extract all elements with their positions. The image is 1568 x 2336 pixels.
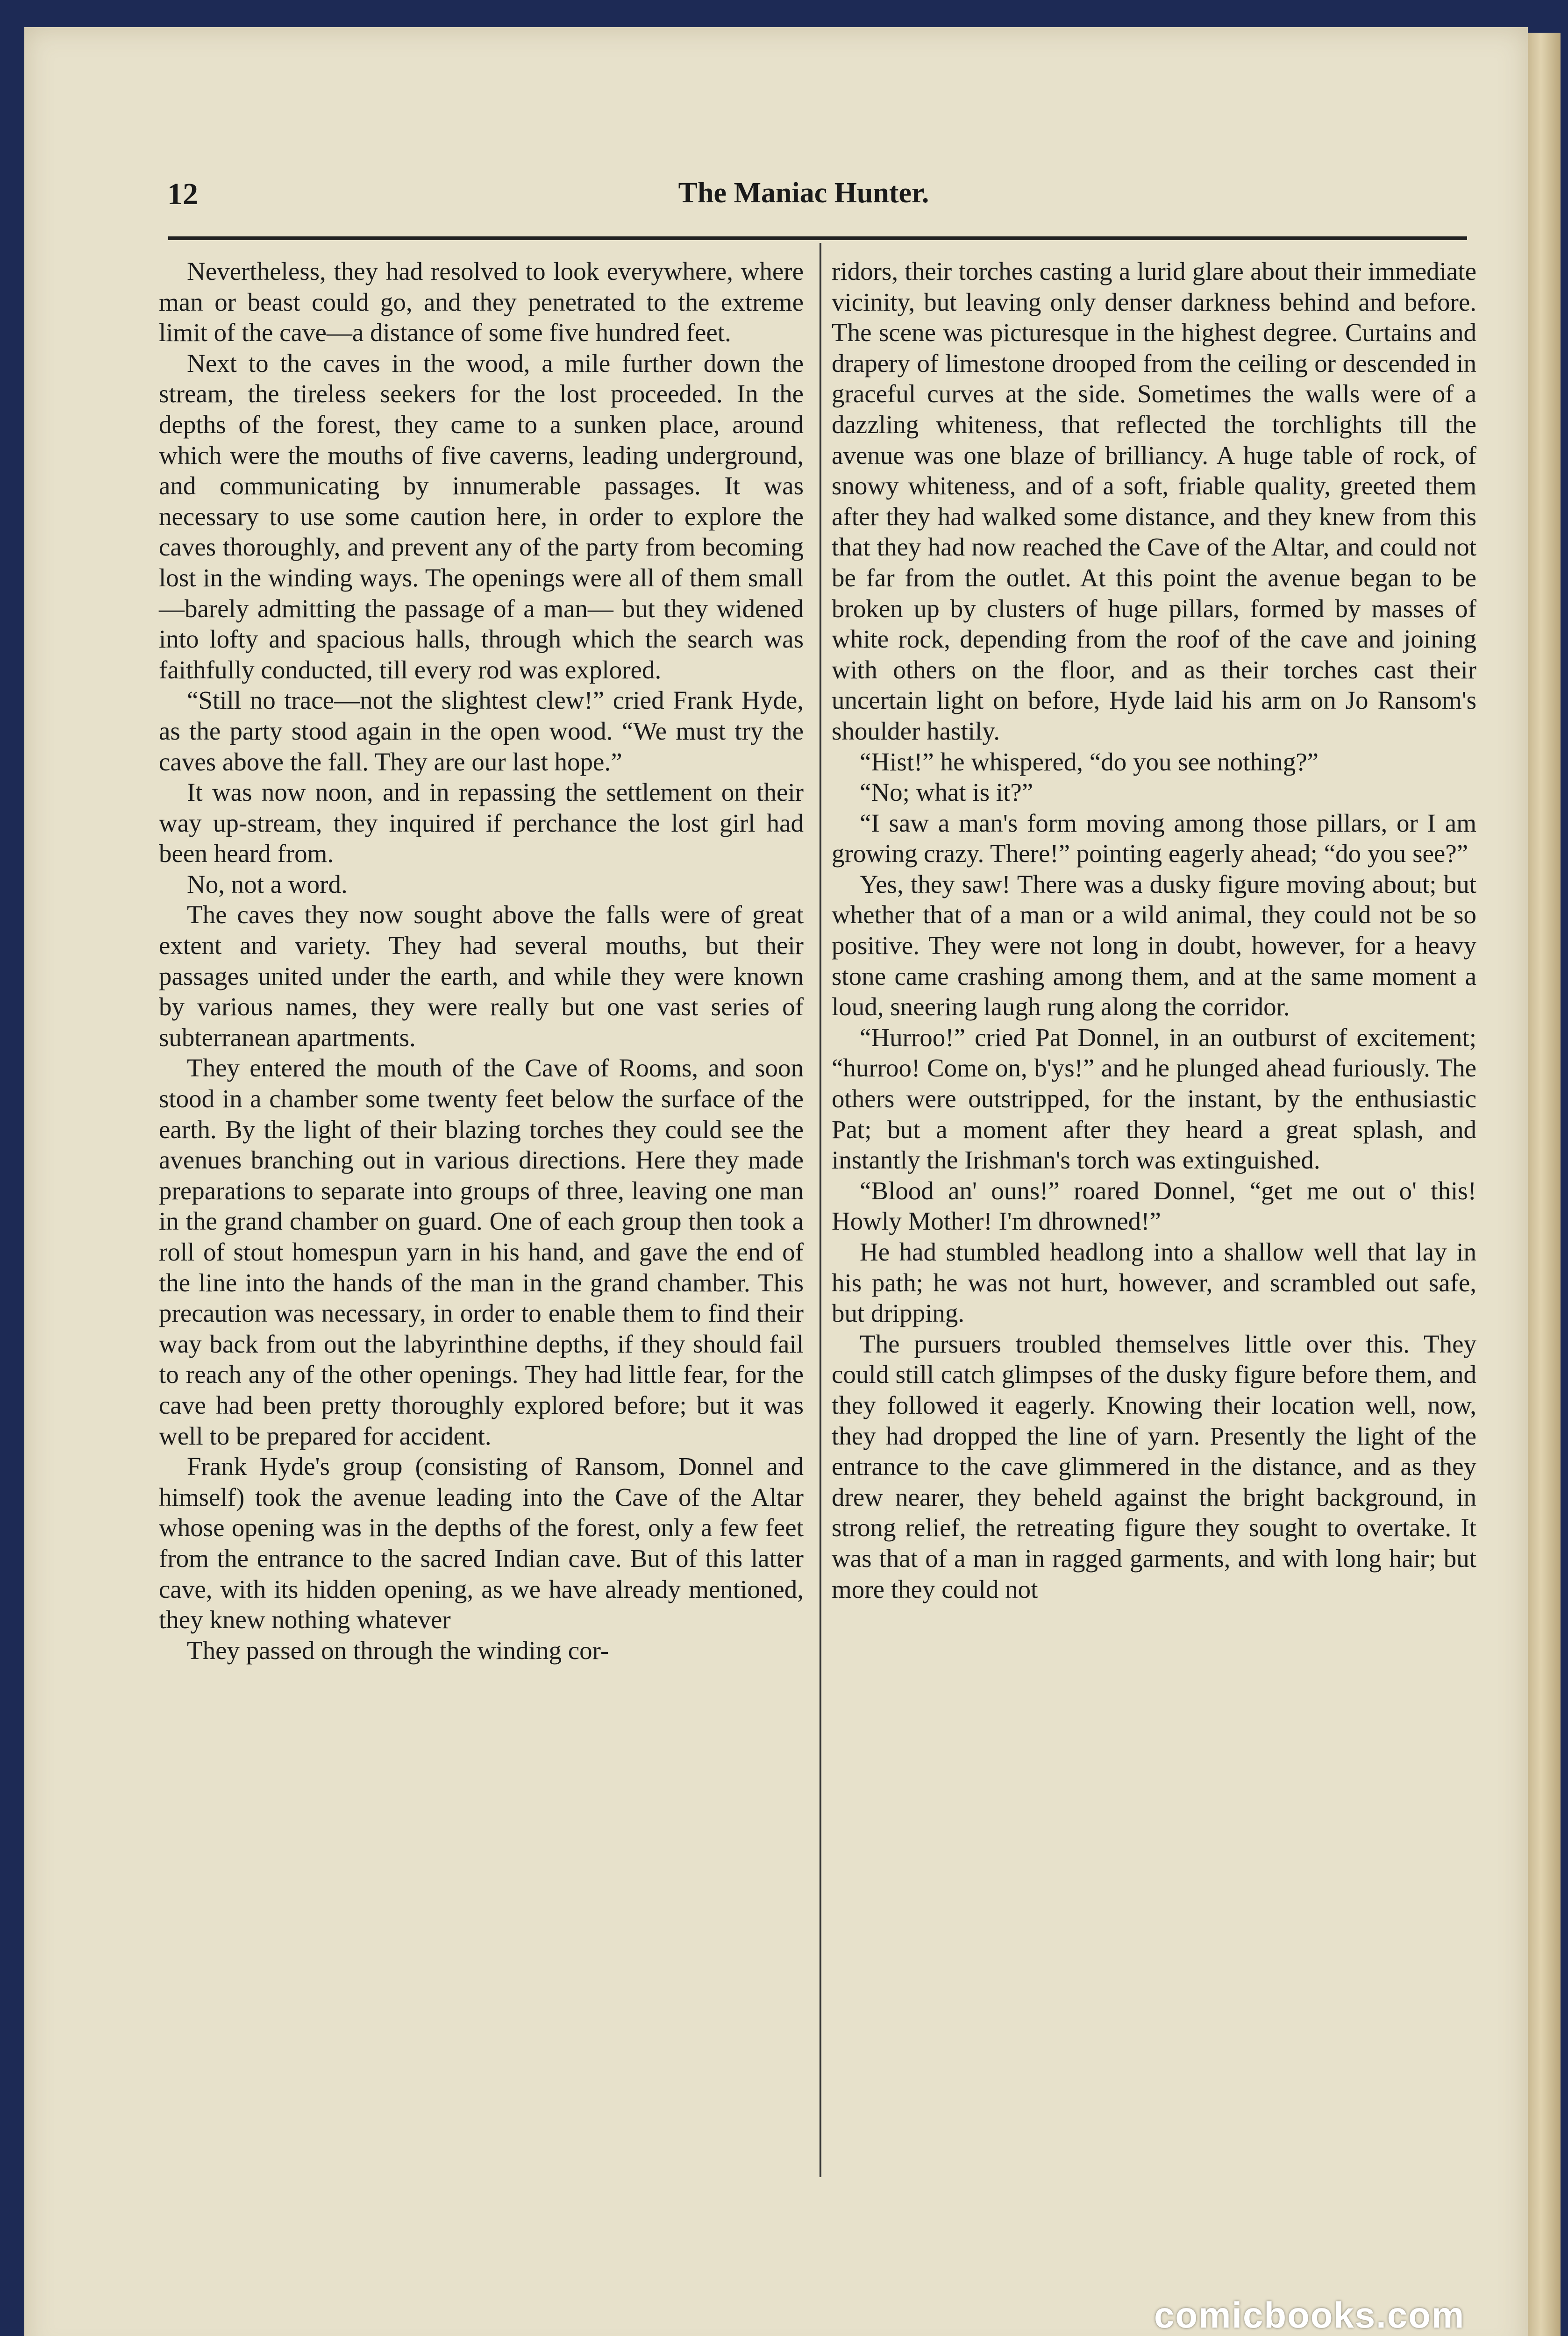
page-header — [140, 177, 1467, 219]
right-column — [832, 256, 1476, 1604]
paragraph: Frank Hyde's group (consisting of Ransom, Donnel and himself) took the avenue leading into the Cave of the Altar whose opening was in the depths of the forest, only a few feet from the entrance to the sacred Indian cave. But of this latter cave, with its hidden opening, as we have already mentioned, they knew nothing whatever — [159, 1452, 804, 1634]
paragraph: ridors, their torches casting a lurid glare about their immediate vicinity, but leaving only denser darkness behind and before. The scene was picturesque in the highest degree. Curtains and drapery of limestone drooped from the ceiling or descended in graceful curves at the side. Sometimes the walls were of a dazzling whiteness, that reflected the torchlights till the avenue was one blaze of brilliancy. A huge table of rock, of snowy whiteness, and of a soft, friable quality, greeted them after they had walked some distance, and they knew from this that they had now reached the Cave of the Altar, and could not be far from the outlet. At this point the avenue began to be broken up by clusters of huge pillars, formed by masses of white rock, depending from the roof of the cave and joining with others on the floor, and as their torches cast their uncertain light on before, Hyde laid his arm on Jo Ransom's shoulder hastily. — [832, 257, 1476, 745]
column-divider — [820, 243, 821, 2177]
header-rule — [168, 236, 1467, 240]
left-column — [159, 256, 804, 1666]
paragraph: They passed on through the winding cor- — [187, 1636, 609, 1665]
running-title: The Maniac Hunter. — [678, 177, 929, 209]
page-number: 12 — [167, 177, 198, 211]
paragraph: “I saw a man's form moving among those pillars, or I am growing crazy. There!” pointing eagerly ahead; “do you see?” — [832, 808, 1476, 868]
paragraph: They entered the mouth of the Cave of Rooms, and soon stood in a chamber some twenty feet below the surface of the earth. By the light of their blazing torches they could see the avenues branching out in various directions. Here they made preparations to separate into groups of three, leaving one man in the grand chamber on guard. One of each group then took a roll of stout homespun yarn in his hand, and gave the end of the line into the hands of the man in the grand chamber. This precaution was necessary, in order to enable them to find their way back from out the labyrinthine depths, if they should fail to reach any of the other openings. They had little fear, for the cave had been pretty thoroughly explored before; but it was well to be prepared for accident. — [159, 1054, 804, 1450]
paragraph: Yes, they saw! There was a dusky figure moving about; but whether that of a man or a wild animal, they could not be so positive. They were not long in doubt, however, for a heavy stone came crashing among them, and at the same moment a loud, sneering laugh rung along the corridor. — [832, 869, 1476, 1021]
paragraph: He had stumbled headlong into a shallow well that lay in his path; he was not hurt, however, and scrambled out safe, but dripping. — [832, 1238, 1476, 1328]
paragraph: Nevertheless, they had resolved to look everywhere, where man or beast could go, and they penetrated to the extreme limit of the cave—a distance of some five hundred feet. — [159, 257, 804, 347]
paragraph: The pursuers troubled themselves little over this. They could still catch glimpses of the dusky figure before them, and they followed it eagerly. Knowing their location well, now, they had dropped the line of yarn. Presently the light of the entrance to the cave glimmered in the distance, and as they drew nearer, they beheld against the bright background, in strong relief, the retreating figure they sought to overtake. It was that of a man in ragged garments, and with long hair; but more they could not — [832, 1329, 1476, 1603]
paragraph: “Hist!” he whispered, “do you see nothing?” — [860, 747, 1319, 776]
page-edge — [1528, 33, 1561, 2336]
paragraph: The caves they now sought above the falls were of great extent and variety. They had several mouths, but their passages united under the earth, and while they were known by various names, they were really but one vast series of subterranean apartments. — [159, 900, 804, 1052]
watermark: comicbooks.com — [1154, 2294, 1465, 2336]
paragraph: Next to the caves in the wood, a mile further down the stream, the tireless seekers for the lost proceeded. In the depths of the forest, they came to a sunken place, around which were the mouths of five caverns, leading underground, and communicating by innumerable passages. It was necessary to use some caution here, in order to explore the caves thoroughly, and prevent any of the party from becoming lost in the winding ways. The openings were all of them small —barely admitting the passage of a man— but they widened into lofty and spacious halls, through which the search was faithfully conducted, till every rod was explored. — [159, 349, 804, 684]
paragraph: “Still no trace—not the slightest clew!” cried Frank Hyde, as the party stood again in the open wood. “We must try the caves above the fall. They are our last hope.” — [159, 686, 804, 776]
paragraph: No, not a word. — [187, 869, 348, 898]
paragraph: It was now noon, and in repassing the settlement on their way up-stream, they inquired if perchance the lost girl had been heard from. — [159, 778, 804, 868]
paragraph: “No; what is it?” — [860, 778, 1033, 807]
paragraph: “Blood an' ouns!” roared Donnel, “get me out o' this! Howly Mother! I'm dhrowned!” — [832, 1176, 1476, 1236]
paragraph: “Hurroo!” cried Pat Donnel, in an outburst of excitement; “hurroo! Come on, b'ys!” and he plunged ahead furiously. The others were outstripped, for the instant, by the enthusiastic Pat; but a moment after they heard a great splash, and instantly the Irishman's torch was extinguished. — [832, 1023, 1476, 1175]
